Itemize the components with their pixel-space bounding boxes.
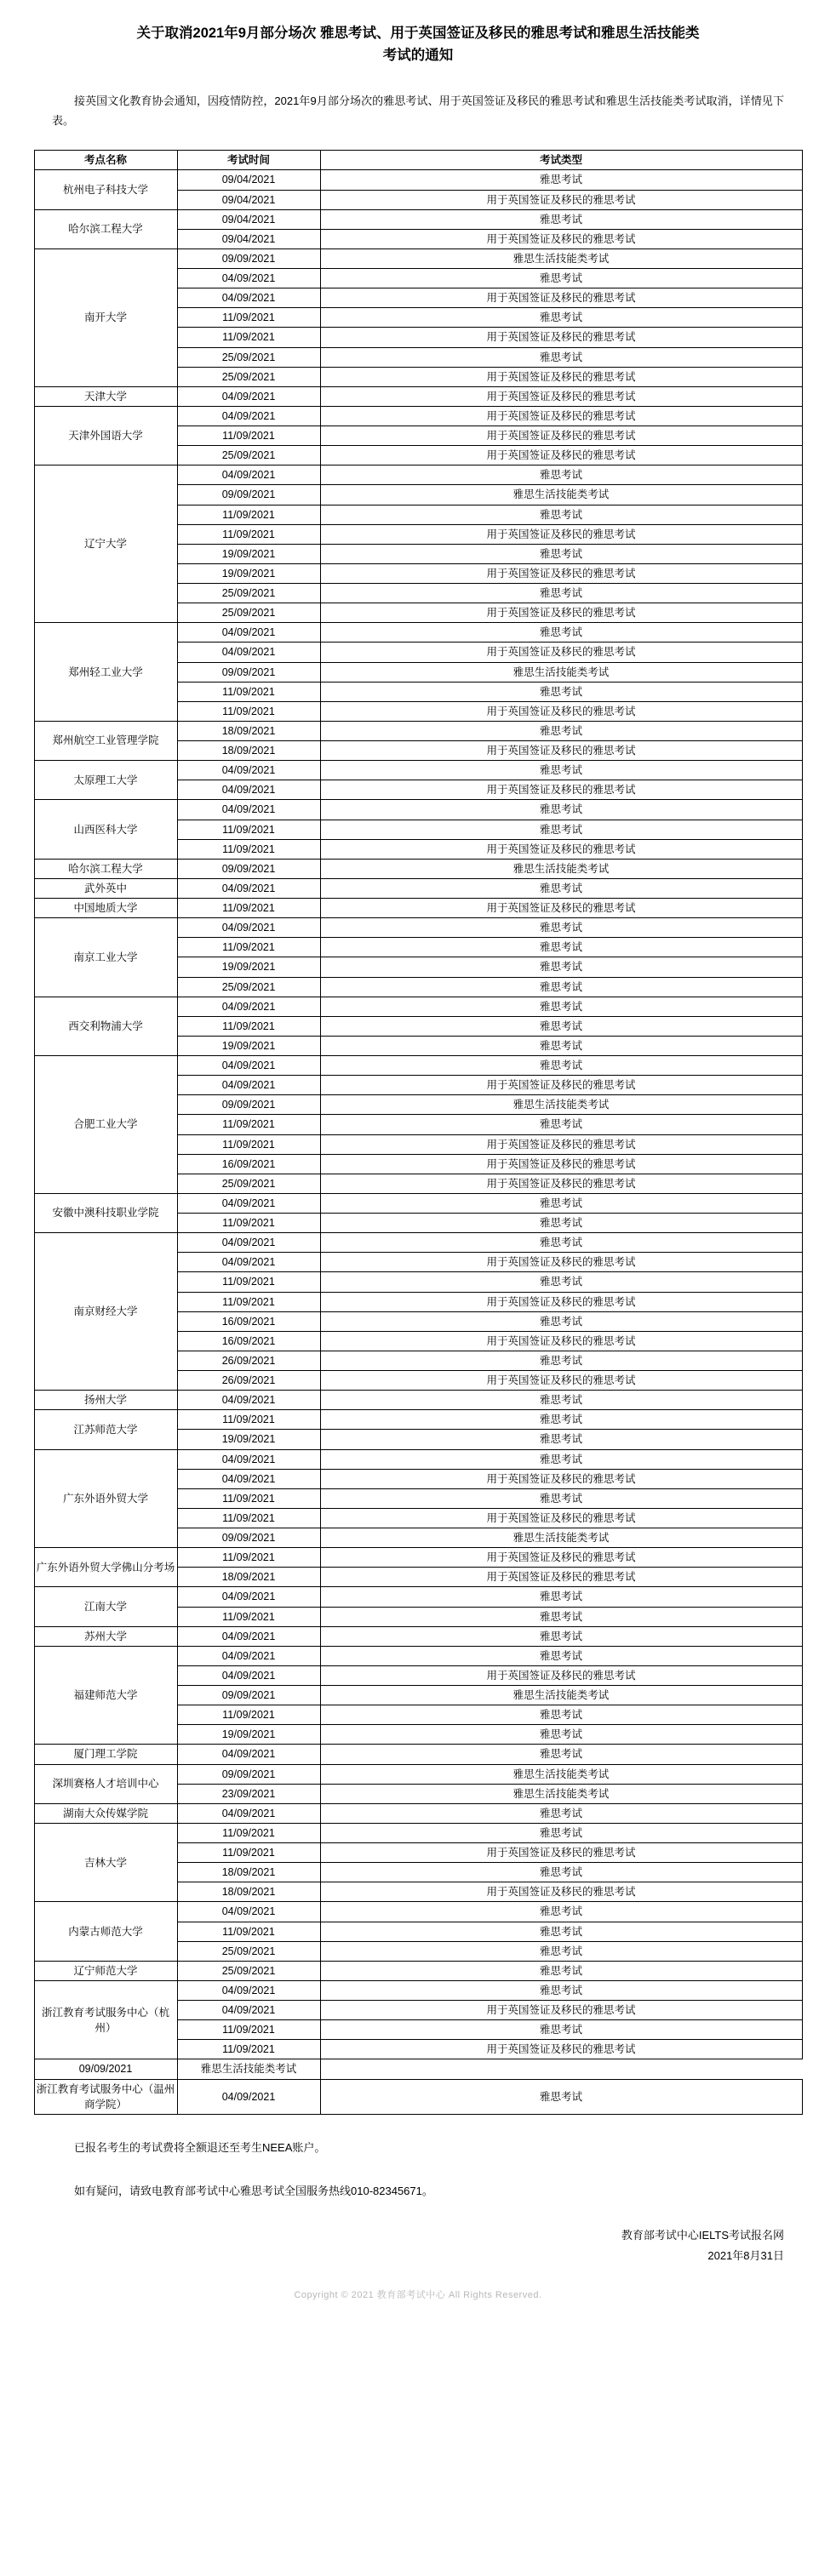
cell-date: 09/09/2021 xyxy=(34,2059,177,2079)
cell-exam-type: 雅思考试 xyxy=(320,623,802,643)
cell-exam-type: 雅思考试 xyxy=(320,1803,802,1823)
cell-exam-type: 雅思考试 xyxy=(320,1449,802,1469)
cell-date: 25/09/2021 xyxy=(177,584,320,603)
cell-venue: 深圳赛格人才培训中心 xyxy=(34,1764,177,1803)
cell-date: 11/09/2021 xyxy=(177,328,320,347)
cell-exam-type: 用于英国签证及移民的雅思考试 xyxy=(320,328,802,347)
cell-venue: 哈尔滨工程大学 xyxy=(34,209,177,248)
cell-exam-type: 用于英国签证及移民的雅思考试 xyxy=(320,839,802,859)
cell-exam-type: 雅思考试 xyxy=(320,1488,802,1508)
cell-exam-type: 用于英国签证及移民的雅思考试 xyxy=(320,1371,802,1391)
cell-exam-type: 雅思考试 xyxy=(320,466,802,485)
cell-date: 04/09/2021 xyxy=(177,1646,320,1665)
cell-date: 25/09/2021 xyxy=(177,367,320,386)
cell-date: 04/09/2021 xyxy=(177,780,320,800)
table-row xyxy=(34,800,802,820)
cell-date: 11/09/2021 xyxy=(177,899,320,918)
cell-date: 18/09/2021 xyxy=(177,741,320,761)
cell-date: 04/09/2021 xyxy=(177,761,320,780)
cell-date: 11/09/2021 xyxy=(177,1488,320,1508)
table-row xyxy=(34,1902,802,1922)
cell-exam-type: 雅思考试 xyxy=(320,800,802,820)
cell-date: 11/09/2021 xyxy=(177,1548,320,1568)
cell-venue: 武外英中 xyxy=(34,878,177,898)
cell-exam-type: 用于英国签证及移民的雅思考试 xyxy=(320,741,802,761)
table-row xyxy=(34,918,802,938)
table-row xyxy=(34,1646,802,1665)
cell-exam-type: 用于英国签证及移民的雅思考试 xyxy=(320,603,802,623)
cell-date: 04/09/2021 xyxy=(177,643,320,662)
cell-exam-type: 雅思考试 xyxy=(320,1391,802,1410)
cell-date: 11/09/2021 xyxy=(177,1705,320,1725)
cell-date: 25/09/2021 xyxy=(177,1941,320,1961)
cell-exam-type: 雅思考试 xyxy=(320,1410,802,1430)
cell-date: 09/04/2021 xyxy=(177,190,320,209)
signature-block xyxy=(18,2213,818,2265)
cell-exam-type: 雅思考试 xyxy=(320,1193,802,1213)
cell-date: 04/09/2021 xyxy=(177,1803,320,1823)
cell-exam-type: 用于英国签证及移民的雅思考试 xyxy=(320,190,802,209)
cell-venue: 天津外国语大学 xyxy=(34,406,177,465)
cell-exam-type: 雅思考试 xyxy=(320,269,802,288)
cell-date: 11/09/2021 xyxy=(177,839,320,859)
cell-exam-type: 用于英国签证及移民的雅思考试 xyxy=(320,780,802,800)
cell-date: 04/09/2021 xyxy=(177,1587,320,1607)
cell-venue: 浙江教育考试服务中心（杭州） xyxy=(34,1980,177,2059)
cell-date: 11/09/2021 xyxy=(177,2020,320,2040)
cell-exam-type: 雅思考试 xyxy=(320,938,802,957)
table-row xyxy=(34,859,802,878)
cell-exam-type: 雅思考试 xyxy=(320,997,802,1016)
cell-date: 04/09/2021 xyxy=(177,800,320,820)
cell-exam-type: 雅思考试 xyxy=(320,170,802,190)
cell-exam-type: 用于英国签证及移民的雅思考试 xyxy=(320,1134,802,1154)
cell-exam-type: 雅思考试 xyxy=(320,505,802,524)
cell-date: 04/09/2021 xyxy=(177,1253,320,1272)
cell-date: 16/09/2021 xyxy=(177,1154,320,1174)
cell-exam-type: 雅思考试 xyxy=(320,1607,802,1626)
cell-venue: 西交利物浦大学 xyxy=(34,997,177,1055)
table-header-row xyxy=(34,151,802,170)
copyright-text: Copyright © 2021 教育部考试中心 All Rights Reserved. xyxy=(294,2289,542,2300)
cell-venue: 郑州轻工业大学 xyxy=(34,623,177,722)
cell-exam-type: 用于英国签证及移民的雅思考试 xyxy=(320,367,802,386)
cell-exam-type: 雅思考试 xyxy=(320,1941,802,1961)
table-row xyxy=(34,1449,802,1469)
cell-date: 25/09/2021 xyxy=(177,1961,320,1980)
cell-date: 09/09/2021 xyxy=(177,1528,320,1548)
cell-date: 04/09/2021 xyxy=(177,1902,320,1922)
cell-exam-type: 雅思考试 xyxy=(320,2020,802,2040)
table-row xyxy=(34,466,802,485)
cell-exam-type: 雅思考试 xyxy=(320,682,802,701)
table-row xyxy=(34,1391,802,1410)
cell-exam-type: 雅思考试 xyxy=(320,544,802,563)
cell-exam-type: 用于英国签证及移民的雅思考试 xyxy=(320,288,802,308)
cell-venue: 江苏师范大学 xyxy=(34,1410,177,1449)
cell-date: 11/09/2021 xyxy=(177,2040,320,2059)
cell-date: 04/09/2021 xyxy=(177,878,320,898)
cell-date: 04/09/2021 xyxy=(177,1391,320,1410)
table-row xyxy=(34,997,802,1016)
cell-venue: 扬州大学 xyxy=(34,1391,177,1410)
cell-exam-type: 雅思考试 xyxy=(320,1430,802,1449)
table-row xyxy=(34,1803,802,1823)
cell-date: 18/09/2021 xyxy=(177,1882,320,1902)
table-row xyxy=(34,761,802,780)
cell-exam-type: 雅思考试 xyxy=(320,1016,802,1036)
table-row xyxy=(34,721,802,740)
cell-venue: 江南大学 xyxy=(34,1587,177,1626)
cell-date: 04/09/2021 xyxy=(177,1076,320,1095)
table-row xyxy=(34,248,802,268)
cell-exam-type: 用于英国签证及移民的雅思考试 xyxy=(320,701,802,721)
cell-date: 25/09/2021 xyxy=(177,977,320,997)
cell-date: 09/04/2021 xyxy=(177,170,320,190)
page-title xyxy=(18,15,818,71)
cell-exam-type: 用于英国签证及移民的雅思考试 xyxy=(320,1292,802,1311)
cell-exam-type: 用于英国签证及移民的雅思考试 xyxy=(320,1154,802,1174)
cell-exam-type: 雅思考试 xyxy=(320,761,802,780)
cell-date: 18/09/2021 xyxy=(177,1568,320,1587)
cell-date: 19/09/2021 xyxy=(177,957,320,977)
cell-date: 19/09/2021 xyxy=(177,1036,320,1055)
cell-date: 11/09/2021 xyxy=(177,1272,320,1292)
cell-exam-type: 雅思考试 xyxy=(320,1745,802,1764)
table-row xyxy=(34,1745,802,1764)
cell-exam-type: 用于英国签证及移民的雅思考试 xyxy=(320,2040,802,2059)
table-row xyxy=(34,899,802,918)
cell-venue: 湖南大众传媒学院 xyxy=(34,1803,177,1823)
cell-exam-type: 用于英国签证及移民的雅思考试 xyxy=(320,1548,802,1568)
cell-exam-type: 雅思生活技能类考试 xyxy=(320,1686,802,1705)
cell-exam-type: 雅思考试 xyxy=(320,1902,802,1922)
cell-date: 04/09/2021 xyxy=(177,997,320,1016)
cell-exam-type: 雅思考试 xyxy=(320,721,802,740)
cell-date: 19/09/2021 xyxy=(177,1430,320,1449)
cell-date: 16/09/2021 xyxy=(177,1331,320,1351)
cell-date: 18/09/2021 xyxy=(177,1863,320,1882)
cell-exam-type: 雅思考试 xyxy=(320,820,802,839)
cell-exam-type: 用于英国签证及移民的雅思考试 xyxy=(320,1665,802,1685)
signature-date: 2021年8月31日 xyxy=(707,2248,784,2262)
table-body xyxy=(34,170,802,2114)
cell-exam-type: 用于英国签证及移民的雅思考试 xyxy=(320,2001,802,2020)
cell-venue: 山西医科大学 xyxy=(34,800,177,859)
cell-exam-type: 用于英国签证及移民的雅思考试 xyxy=(320,229,802,248)
cell-exam-type: 雅思生活技能类考试 xyxy=(320,1528,802,1548)
cell-date: 04/09/2021 xyxy=(177,1056,320,1076)
cell-exam-type: 雅思考试 xyxy=(320,1863,802,1882)
cell-date: 25/09/2021 xyxy=(177,1174,320,1193)
cell-exam-type: 雅思考试 xyxy=(320,957,802,977)
table-row xyxy=(34,209,802,229)
cell-exam-type: 雅思考试 xyxy=(320,1311,802,1331)
cell-date: 04/09/2021 xyxy=(177,918,320,938)
cell-exam-type: 雅思考试 xyxy=(320,1823,802,1842)
cell-date: 04/09/2021 xyxy=(177,1233,320,1253)
cell-date: 26/09/2021 xyxy=(177,1351,320,1370)
intro-paragraph: 接英国文化教育协会通知，因疫情防控，2021年9月部分场次的雅思考试、用于英国签证及移民的雅思考试和雅思生活技能类考试取消，详情见下表。 xyxy=(52,94,784,127)
cell-exam-type: 雅思考试 xyxy=(320,209,802,229)
cell-date: 23/09/2021 xyxy=(177,1784,320,1803)
cell-exam-type: 雅思生活技能类考试 xyxy=(320,248,802,268)
cell-date: 11/09/2021 xyxy=(177,1823,320,1842)
cell-date: 11/09/2021 xyxy=(177,1843,320,1863)
cell-date: 04/09/2021 xyxy=(177,1449,320,1469)
table-row xyxy=(34,1823,802,1842)
cell-venue: 太原理工大学 xyxy=(34,761,177,800)
cell-date: 25/09/2021 xyxy=(177,347,320,367)
cell-exam-type: 用于英国签证及移民的雅思考试 xyxy=(320,386,802,406)
cell-exam-type: 雅思考试 xyxy=(320,1115,802,1134)
cell-exam-type: 用于英国签证及移民的雅思考试 xyxy=(320,524,802,544)
hotline-note: 如有疑问，请致电教育部考试中心雅思考试全国服务热线010-82345671。 xyxy=(74,2185,433,2198)
cell-exam-type: 雅思考试 xyxy=(320,1233,802,1253)
cell-venue: 广东外语外贸大学佛山分考场 xyxy=(34,1548,177,1587)
cell-date: 25/09/2021 xyxy=(177,446,320,466)
cell-exam-type: 用于英国签证及移民的雅思考试 xyxy=(320,643,802,662)
signature-organization: 教育部考试中心IELTS考试报名网 xyxy=(621,2229,784,2242)
cell-date: 09/09/2021 xyxy=(177,485,320,505)
cell-date: 04/09/2021 xyxy=(177,288,320,308)
cell-exam-type: 雅思生活技能类考试 xyxy=(320,485,802,505)
cell-exam-type: 雅思考试 xyxy=(320,1961,802,1980)
cell-date: 09/04/2021 xyxy=(177,209,320,229)
cell-date: 04/09/2021 xyxy=(177,466,320,485)
cell-exam-type: 用于英国签证及移民的雅思考试 xyxy=(320,1508,802,1528)
cell-exam-type: 雅思考试 xyxy=(320,308,802,328)
cell-venue: 杭州电子科技大学 xyxy=(34,170,177,209)
cell-date: 11/09/2021 xyxy=(177,308,320,328)
cell-exam-type: 用于英国签证及移民的雅思考试 xyxy=(320,1331,802,1351)
cell-exam-type: 雅思考试 xyxy=(320,1351,802,1370)
cell-exam-type: 雅思考试 xyxy=(320,1056,802,1076)
cell-date: 11/09/2021 xyxy=(177,1410,320,1430)
cell-date: 26/09/2021 xyxy=(177,1371,320,1391)
cell-date: 09/09/2021 xyxy=(177,662,320,682)
cell-date: 09/09/2021 xyxy=(177,1095,320,1115)
table-row xyxy=(34,1233,802,1253)
table-row xyxy=(34,1056,802,1076)
cell-exam-type: 用于英国签证及移民的雅思考试 xyxy=(320,1253,802,1272)
cell-date: 11/09/2021 xyxy=(177,938,320,957)
exam-cancellation-table xyxy=(34,150,803,2115)
cell-date: 11/09/2021 xyxy=(177,524,320,544)
table-row xyxy=(34,386,802,406)
cell-date: 04/09/2021 xyxy=(177,406,320,426)
cell-exam-type: 用于英国签证及移民的雅思考试 xyxy=(320,406,802,426)
column-header-date: 考试时间 xyxy=(177,151,320,170)
cell-date: 04/09/2021 xyxy=(177,2079,320,2114)
table-row xyxy=(34,878,802,898)
cell-date: 11/09/2021 xyxy=(177,505,320,524)
cell-exam-type: 用于英国签证及移民的雅思考试 xyxy=(320,1568,802,1587)
cell-date: 09/09/2021 xyxy=(177,859,320,878)
cell-exam-type: 用于英国签证及移民的雅思考试 xyxy=(320,1076,802,1095)
cell-venue: 安徽中澳科技职业学院 xyxy=(34,1193,177,1232)
cell-venue: 吉林大学 xyxy=(34,1823,177,1902)
cell-venue: 天津大学 xyxy=(34,386,177,406)
cell-date: 09/09/2021 xyxy=(177,1764,320,1784)
cell-exam-type: 用于英国签证及移民的雅思考试 xyxy=(320,1882,802,1902)
cell-venue: 郑州航空工业管理学院 xyxy=(34,721,177,760)
cell-exam-type: 雅思生活技能类考试 xyxy=(320,1764,802,1784)
cell-exam-type: 雅思考试 xyxy=(320,347,802,367)
table-row xyxy=(34,406,802,426)
cell-date: 11/09/2021 xyxy=(177,1922,320,1941)
table-row xyxy=(34,1764,802,1784)
cell-exam-type: 雅思生活技能类考试 xyxy=(320,1095,802,1115)
cell-date: 11/09/2021 xyxy=(177,682,320,701)
cell-date: 04/09/2021 xyxy=(177,1469,320,1488)
cell-exam-type: 雅思考试 xyxy=(320,2079,802,2114)
notice-card xyxy=(18,0,818,2315)
cell-date: 04/09/2021 xyxy=(177,386,320,406)
cell-exam-type: 用于英国签证及移民的雅思考试 xyxy=(320,446,802,466)
cell-date: 04/09/2021 xyxy=(177,269,320,288)
cell-date: 09/09/2021 xyxy=(177,1686,320,1705)
cell-date: 19/09/2021 xyxy=(177,1725,320,1745)
cell-date: 04/09/2021 xyxy=(177,1665,320,1685)
page-title-line2: 考试的通知 xyxy=(382,48,454,64)
table-row xyxy=(34,2059,802,2079)
cell-date: 11/09/2021 xyxy=(177,1214,320,1233)
cell-exam-type: 雅思考试 xyxy=(320,1272,802,1292)
cell-venue: 南开大学 xyxy=(34,248,177,386)
table-row xyxy=(34,623,802,643)
cell-date: 04/09/2021 xyxy=(177,1626,320,1646)
table-row xyxy=(34,1961,802,1980)
cell-date: 04/09/2021 xyxy=(177,1980,320,2000)
cell-exam-type: 雅思生活技能类考试 xyxy=(177,2059,320,2079)
cell-exam-type: 雅思考试 xyxy=(320,1705,802,1725)
table-row xyxy=(34,1410,802,1430)
cell-venue: 合肥工业大学 xyxy=(34,1056,177,1194)
cell-exam-type: 用于英国签证及移民的雅思考试 xyxy=(320,1174,802,1193)
column-header-venue: 考点名称 xyxy=(34,151,177,170)
column-header-type: 考试类型 xyxy=(320,151,802,170)
cell-exam-type: 雅思考试 xyxy=(320,918,802,938)
cell-venue: 浙江教育考试服务中心（温州商学院） xyxy=(34,2079,177,2114)
cell-exam-type: 用于英国签证及移民的雅思考试 xyxy=(320,1843,802,1863)
cell-date: 09/09/2021 xyxy=(177,248,320,268)
cell-date: 11/09/2021 xyxy=(177,1115,320,1134)
cell-date: 04/09/2021 xyxy=(177,1193,320,1213)
cell-date: 04/09/2021 xyxy=(177,1745,320,1764)
cell-date: 19/09/2021 xyxy=(177,544,320,563)
cell-date: 11/09/2021 xyxy=(177,426,320,446)
table-row xyxy=(34,1587,802,1607)
table-row xyxy=(34,170,802,190)
cell-date: 11/09/2021 xyxy=(177,1292,320,1311)
cell-date: 11/09/2021 xyxy=(177,1016,320,1036)
cell-exam-type: 用于英国签证及移民的雅思考试 xyxy=(320,1469,802,1488)
cell-venue: 广东外语外贸大学 xyxy=(34,1449,177,1548)
cell-date: 18/09/2021 xyxy=(177,721,320,740)
cell-date: 04/09/2021 xyxy=(177,623,320,643)
cell-date: 04/09/2021 xyxy=(177,2001,320,2020)
cell-venue: 内蒙古师范大学 xyxy=(34,1902,177,1961)
cell-exam-type: 用于英国签证及移民的雅思考试 xyxy=(320,426,802,446)
cell-exam-type: 雅思生活技能类考试 xyxy=(320,859,802,878)
table-row xyxy=(34,1980,802,2000)
cell-venue: 厦门理工学院 xyxy=(34,1745,177,1764)
cell-exam-type: 雅思生活技能类考试 xyxy=(320,1784,802,1803)
cell-exam-type: 用于英国签证及移民的雅思考试 xyxy=(320,899,802,918)
cell-date: 09/04/2021 xyxy=(177,229,320,248)
cell-venue: 苏州大学 xyxy=(34,1626,177,1646)
cell-venue: 南京工业大学 xyxy=(34,918,177,997)
cell-date: 16/09/2021 xyxy=(177,1311,320,1331)
cell-exam-type: 雅思考试 xyxy=(320,1036,802,1055)
cell-exam-type: 雅思生活技能类考试 xyxy=(320,662,802,682)
table-row xyxy=(34,1548,802,1568)
cell-exam-type: 雅思考试 xyxy=(320,1980,802,2000)
table-row xyxy=(34,2079,802,2114)
refund-note: 已报名考生的考试费将全额退还至考生NEEA账户。 xyxy=(74,2140,326,2154)
cell-exam-type: 雅思考试 xyxy=(320,878,802,898)
table-row xyxy=(34,1193,802,1213)
cell-venue: 南京财经大学 xyxy=(34,1233,177,1391)
cell-date: 11/09/2021 xyxy=(177,1607,320,1626)
table-row xyxy=(34,1626,802,1646)
page-title-line1: 关于取消2021年9月部分场次 雅思考试、用于英国签证及移民的雅思考试和雅思生活技能类 xyxy=(136,26,700,41)
cell-venue: 中国地质大学 xyxy=(34,899,177,918)
cell-exam-type: 雅思考试 xyxy=(320,1725,802,1745)
cell-date: 25/09/2021 xyxy=(177,603,320,623)
cell-date: 11/09/2021 xyxy=(177,820,320,839)
cell-exam-type: 雅思考试 xyxy=(320,1646,802,1665)
cell-exam-type: 雅思考试 xyxy=(320,1626,802,1646)
cell-exam-type: 雅思考试 xyxy=(320,1922,802,1941)
cell-venue: 辽宁大学 xyxy=(34,466,177,623)
cell-exam-type: 雅思考试 xyxy=(320,977,802,997)
cell-date: 11/09/2021 xyxy=(177,701,320,721)
cell-exam-type: 雅思考试 xyxy=(320,1587,802,1607)
cell-exam-type: 雅思考试 xyxy=(320,1214,802,1233)
cell-date: 11/09/2021 xyxy=(177,1134,320,1154)
cell-exam-type: 用于英国签证及移民的雅思考试 xyxy=(320,563,802,583)
cell-venue: 辽宁师范大学 xyxy=(34,1961,177,1980)
cell-date: 11/09/2021 xyxy=(177,1508,320,1528)
cell-exam-type: 雅思考试 xyxy=(320,584,802,603)
cell-venue: 哈尔滨工程大学 xyxy=(34,859,177,878)
cell-date: 19/09/2021 xyxy=(177,563,320,583)
cell-venue: 福建师范大学 xyxy=(34,1646,177,1745)
